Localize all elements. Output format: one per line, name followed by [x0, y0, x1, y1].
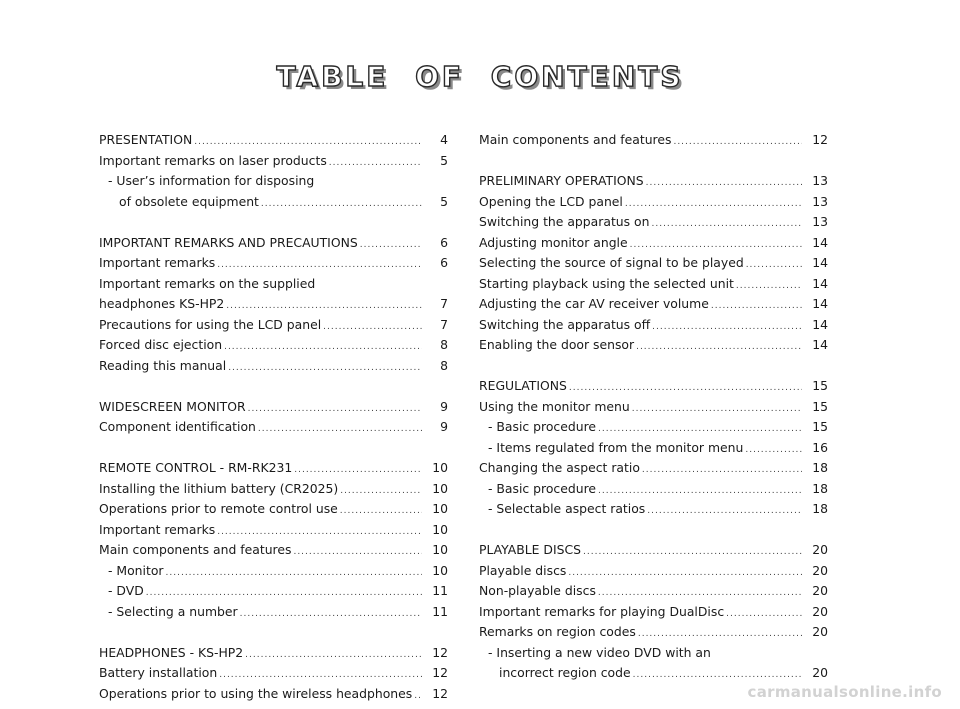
dot-leader: [736, 276, 802, 297]
toc-page-number: 18: [812, 501, 828, 516]
toc-entry[interactable]: [99, 171, 448, 192]
toc-entry[interactable]: [99, 602, 448, 623]
toc-entry[interactable]: [99, 356, 448, 377]
toc-entry[interactable]: [479, 479, 828, 500]
toc-entry-label: PRELIMINARY OPERATIONS: [479, 173, 644, 188]
toc-entry[interactable]: [99, 684, 448, 705]
toc-page-number: 14: [812, 296, 828, 311]
toc-entry[interactable]: [479, 130, 828, 151]
toc-entry[interactable]: [99, 335, 448, 356]
section-spacer: [479, 356, 828, 377]
page-title: TABLE OF CONTENTS: [276, 60, 684, 93]
toc-page-number: 9: [440, 398, 448, 414]
toc-entry[interactable]: [479, 397, 828, 418]
dot-leader: [746, 255, 802, 276]
toc-entry[interactable]: [99, 294, 448, 315]
toc-page-number: 14: [812, 234, 828, 250]
toc-left-column: [99, 130, 448, 704]
toc-entry-label: REMOTE CONTROL - RM-RK231: [99, 460, 293, 475]
toc-entry[interactable]: [99, 663, 448, 684]
toc-entry[interactable]: [479, 315, 828, 336]
dot-leader: [647, 501, 802, 522]
dot-leader: [245, 645, 422, 666]
toc-entry[interactable]: [479, 602, 828, 623]
toc-entry-label: REGULATIONS: [479, 378, 567, 393]
section-spacer: [99, 622, 448, 643]
toc-entry-label: Adjusting the car AV receiver volume: [479, 296, 709, 311]
toc-entry-label: Selecting the source of signal to be played: [479, 255, 744, 270]
toc-page-number: 11: [432, 603, 448, 619]
toc-entry-label: Battery installation: [99, 665, 218, 680]
toc-entry[interactable]: [479, 233, 828, 254]
toc-page-number: 20: [812, 562, 828, 578]
dot-leader: [598, 583, 802, 604]
toc-entry[interactable]: [479, 540, 828, 561]
section-spacer: [479, 520, 828, 541]
toc-page-number: 18: [812, 460, 828, 475]
toc-page-number: 11: [432, 583, 448, 598]
dot-leader: [194, 132, 422, 153]
dot-leader: [598, 419, 802, 440]
dot-leader: [642, 460, 802, 481]
toc-entry-label: Starting playback using the selected unit: [479, 275, 734, 291]
toc-entry[interactable]: [99, 315, 448, 336]
toc-page-number: 13: [812, 193, 828, 209]
toc-entry-label: Operations prior to remote control use: [99, 501, 338, 516]
dot-leader: [248, 399, 422, 420]
toc-page-number: 6: [440, 234, 448, 250]
toc-page-number: 14: [812, 255, 828, 270]
dot-leader: [414, 686, 422, 707]
toc-page-number: 10: [432, 501, 448, 516]
toc-page-number: 15: [812, 378, 828, 393]
toc-entry-label: Main components and features: [99, 542, 292, 557]
toc-entry-label: IMPORTANT REMARKS AND PRECAUTIONS: [99, 234, 358, 250]
dot-leader: [217, 522, 422, 543]
toc-page-number: 20: [812, 624, 828, 639]
toc-entry[interactable]: [479, 622, 828, 643]
dot-leader: [329, 153, 422, 174]
toc-page-number: 6: [440, 255, 448, 270]
dot-leader: [294, 460, 422, 481]
toc-page-number: 10: [432, 460, 448, 475]
toc-entry-label: Important remarks for playing DualDisc: [479, 603, 725, 619]
toc-entry[interactable]: [99, 397, 448, 418]
dot-leader: [636, 337, 802, 358]
toc-page-number: 5: [440, 193, 448, 209]
dot-leader: [258, 419, 422, 440]
toc-page-number: 7: [440, 296, 448, 311]
toc-entry[interactable]: [99, 499, 448, 520]
toc-right-column: [479, 130, 828, 684]
toc-entry-label: Precautions for using the LCD panel: [99, 316, 322, 332]
toc-entry-label: Enabling the door sensor: [479, 337, 635, 352]
toc-entry-label: - Monitor: [108, 562, 164, 578]
dot-leader: [726, 604, 802, 625]
section-spacer: [479, 151, 828, 172]
toc-entry-label: HEADPHONES - KS-HP2: [99, 644, 244, 660]
dot-leader: [651, 214, 802, 235]
dot-leader: [323, 317, 422, 338]
toc-page-number: 8: [440, 357, 448, 373]
dot-leader: [219, 665, 422, 686]
toc-page-number: 20: [812, 603, 828, 619]
toc-page-number: 4: [440, 132, 448, 147]
dot-leader: [261, 194, 422, 215]
dot-leader: [638, 624, 802, 645]
toc-entry[interactable]: [99, 520, 448, 541]
toc-entry-label: - Basic procedure: [488, 419, 597, 434]
toc-entry-label: - Inserting a new video DVD with an: [488, 644, 711, 660]
dot-leader: [598, 481, 802, 502]
watermark: carmanualsonline.info: [747, 683, 942, 701]
toc-entry[interactable]: [479, 499, 828, 520]
toc-entry-label: Opening the LCD panel: [479, 193, 623, 209]
toc-entry-label: WIDESCREEN MONITOR: [99, 398, 246, 414]
toc-page-number: 12: [432, 685, 448, 701]
dot-leader: [673, 132, 802, 153]
toc-entry-label: Important remarks on the supplied: [99, 275, 316, 291]
dot-leader: [217, 255, 422, 276]
toc-entry[interactable]: [99, 151, 448, 172]
toc-entry[interactable]: [99, 540, 448, 561]
toc-page-number: 20: [812, 665, 828, 680]
toc-page-number: 5: [440, 152, 448, 168]
toc-entry-label: of obsolete equipment: [119, 193, 259, 209]
toc-entry-label: Non-playable discs: [479, 583, 596, 598]
toc-entry-label: Reading this manual: [99, 357, 227, 373]
toc-page-number: 14: [812, 337, 828, 352]
toc-page-number: 10: [432, 480, 448, 496]
toc-entry-label: - User’s information for disposing: [108, 173, 315, 188]
toc-entry[interactable]: [479, 581, 828, 602]
toc-entry[interactable]: [479, 643, 828, 664]
dot-leader: [224, 337, 422, 358]
toc-page-number: 13: [812, 214, 828, 229]
toc-entry[interactable]: [479, 274, 828, 295]
dot-leader: [711, 296, 802, 317]
toc-entry-label: Adjusting monitor angle: [479, 234, 628, 250]
toc-entry-label: Component identification: [99, 419, 256, 434]
toc-entry[interactable]: [479, 417, 828, 438]
dot-leader: [228, 358, 422, 379]
toc-entry[interactable]: [99, 561, 448, 582]
section-spacer: [99, 376, 448, 397]
toc-entry[interactable]: [479, 335, 828, 356]
toc-page-number: 15: [812, 419, 828, 434]
dot-leader: [625, 194, 802, 215]
toc-entry-label: headphones KS-HP2: [99, 296, 225, 311]
toc-page-number: 20: [812, 583, 828, 598]
dot-leader: [630, 235, 802, 256]
toc-entry-label: Forced disc ejection: [99, 337, 223, 352]
toc-entry[interactable]: [99, 130, 448, 151]
toc-page-number: 10: [432, 562, 448, 578]
toc-entry-label: Important remarks: [99, 255, 216, 270]
section-spacer: [99, 438, 448, 459]
dot-leader: [745, 440, 802, 461]
toc-entry[interactable]: [479, 171, 828, 192]
toc-entry[interactable]: [99, 233, 448, 254]
toc-entry-label: incorrect region code: [499, 665, 631, 680]
dot-leader: [166, 563, 422, 584]
toc-entry[interactable]: [99, 581, 448, 602]
dot-leader: [646, 173, 802, 194]
toc-entry[interactable]: [479, 561, 828, 582]
toc-page-number: 13: [812, 173, 828, 188]
dot-leader: [568, 563, 802, 584]
toc-entry-label: Operations prior to using the wireless headphones: [99, 685, 413, 701]
dot-leader: [569, 378, 802, 399]
toc-entry-label: Switching the apparatus on: [479, 214, 650, 229]
toc-entry[interactable]: [479, 294, 828, 315]
toc-entry-label: Main components and features: [479, 132, 672, 147]
toc-entry-label: Changing the aspect ratio: [479, 460, 640, 475]
toc-entry-label: - Selecting a number: [108, 603, 238, 619]
toc-entry-label: Playable discs: [479, 562, 567, 578]
dot-leader: [340, 501, 422, 522]
toc-entry[interactable]: [479, 212, 828, 233]
toc-entry-label: - Items regulated from the monitor menu: [488, 439, 744, 455]
toc-entry[interactable]: [99, 479, 448, 500]
toc-entry[interactable]: [479, 663, 828, 684]
dot-leader: [583, 542, 802, 563]
dot-leader: [652, 317, 802, 338]
toc-page-number: 10: [432, 542, 448, 557]
toc-page-number: 20: [812, 542, 828, 557]
toc-entry[interactable]: [479, 438, 828, 459]
toc-page-number: 16: [812, 439, 828, 455]
toc-entry-label: Important remarks on laser products: [99, 152, 327, 168]
toc-entry[interactable]: [479, 192, 828, 213]
toc-page-number: 12: [812, 132, 828, 147]
toc-entry[interactable]: [479, 458, 828, 479]
dot-leader: [293, 542, 422, 563]
toc-entry[interactable]: [99, 192, 448, 213]
toc-page-number: 18: [812, 480, 828, 496]
toc-entry-label: Installing the lithium battery (CR2025): [99, 480, 339, 496]
toc-entry[interactable]: [479, 376, 828, 397]
toc-entry[interactable]: [99, 458, 448, 479]
toc-page-number: 12: [432, 644, 448, 660]
toc-page-number: 9: [440, 419, 448, 434]
toc-entry-label: PLAYABLE DISCS: [479, 542, 582, 557]
dot-leader: [226, 296, 422, 317]
toc-entry-label: Remarks on region codes: [479, 624, 636, 639]
toc-entry[interactable]: [99, 274, 448, 295]
toc-entry-label: PRESENTATION: [99, 132, 193, 147]
toc-entry-label: Switching the apparatus off: [479, 316, 651, 332]
toc-entry-label: Using the monitor menu: [479, 398, 630, 414]
toc-entry-label: Important remarks: [99, 521, 216, 537]
toc-entry[interactable]: [479, 253, 828, 274]
toc-entry-label: - Basic procedure: [488, 480, 597, 496]
toc-entry[interactable]: [99, 253, 448, 274]
dot-leader: [240, 604, 422, 625]
section-spacer: [99, 212, 448, 233]
toc-entry-label: - Selectable aspect ratios: [488, 501, 646, 516]
toc-page-number: 14: [812, 316, 828, 332]
toc-page-number: 15: [812, 398, 828, 414]
toc-page-number: 12: [432, 665, 448, 680]
dot-leader: [632, 399, 802, 420]
toc-page-number: 10: [432, 521, 448, 537]
dot-leader: [146, 583, 422, 604]
toc-page-number: 7: [440, 316, 448, 332]
toc-entry-label: - DVD: [108, 583, 144, 598]
toc-entry[interactable]: [99, 643, 448, 664]
dot-leader: [340, 481, 422, 502]
toc-page-number: 8: [440, 337, 448, 352]
toc-page-number: 14: [812, 275, 828, 291]
dot-leader: [360, 235, 422, 256]
toc-entry[interactable]: [99, 417, 448, 438]
